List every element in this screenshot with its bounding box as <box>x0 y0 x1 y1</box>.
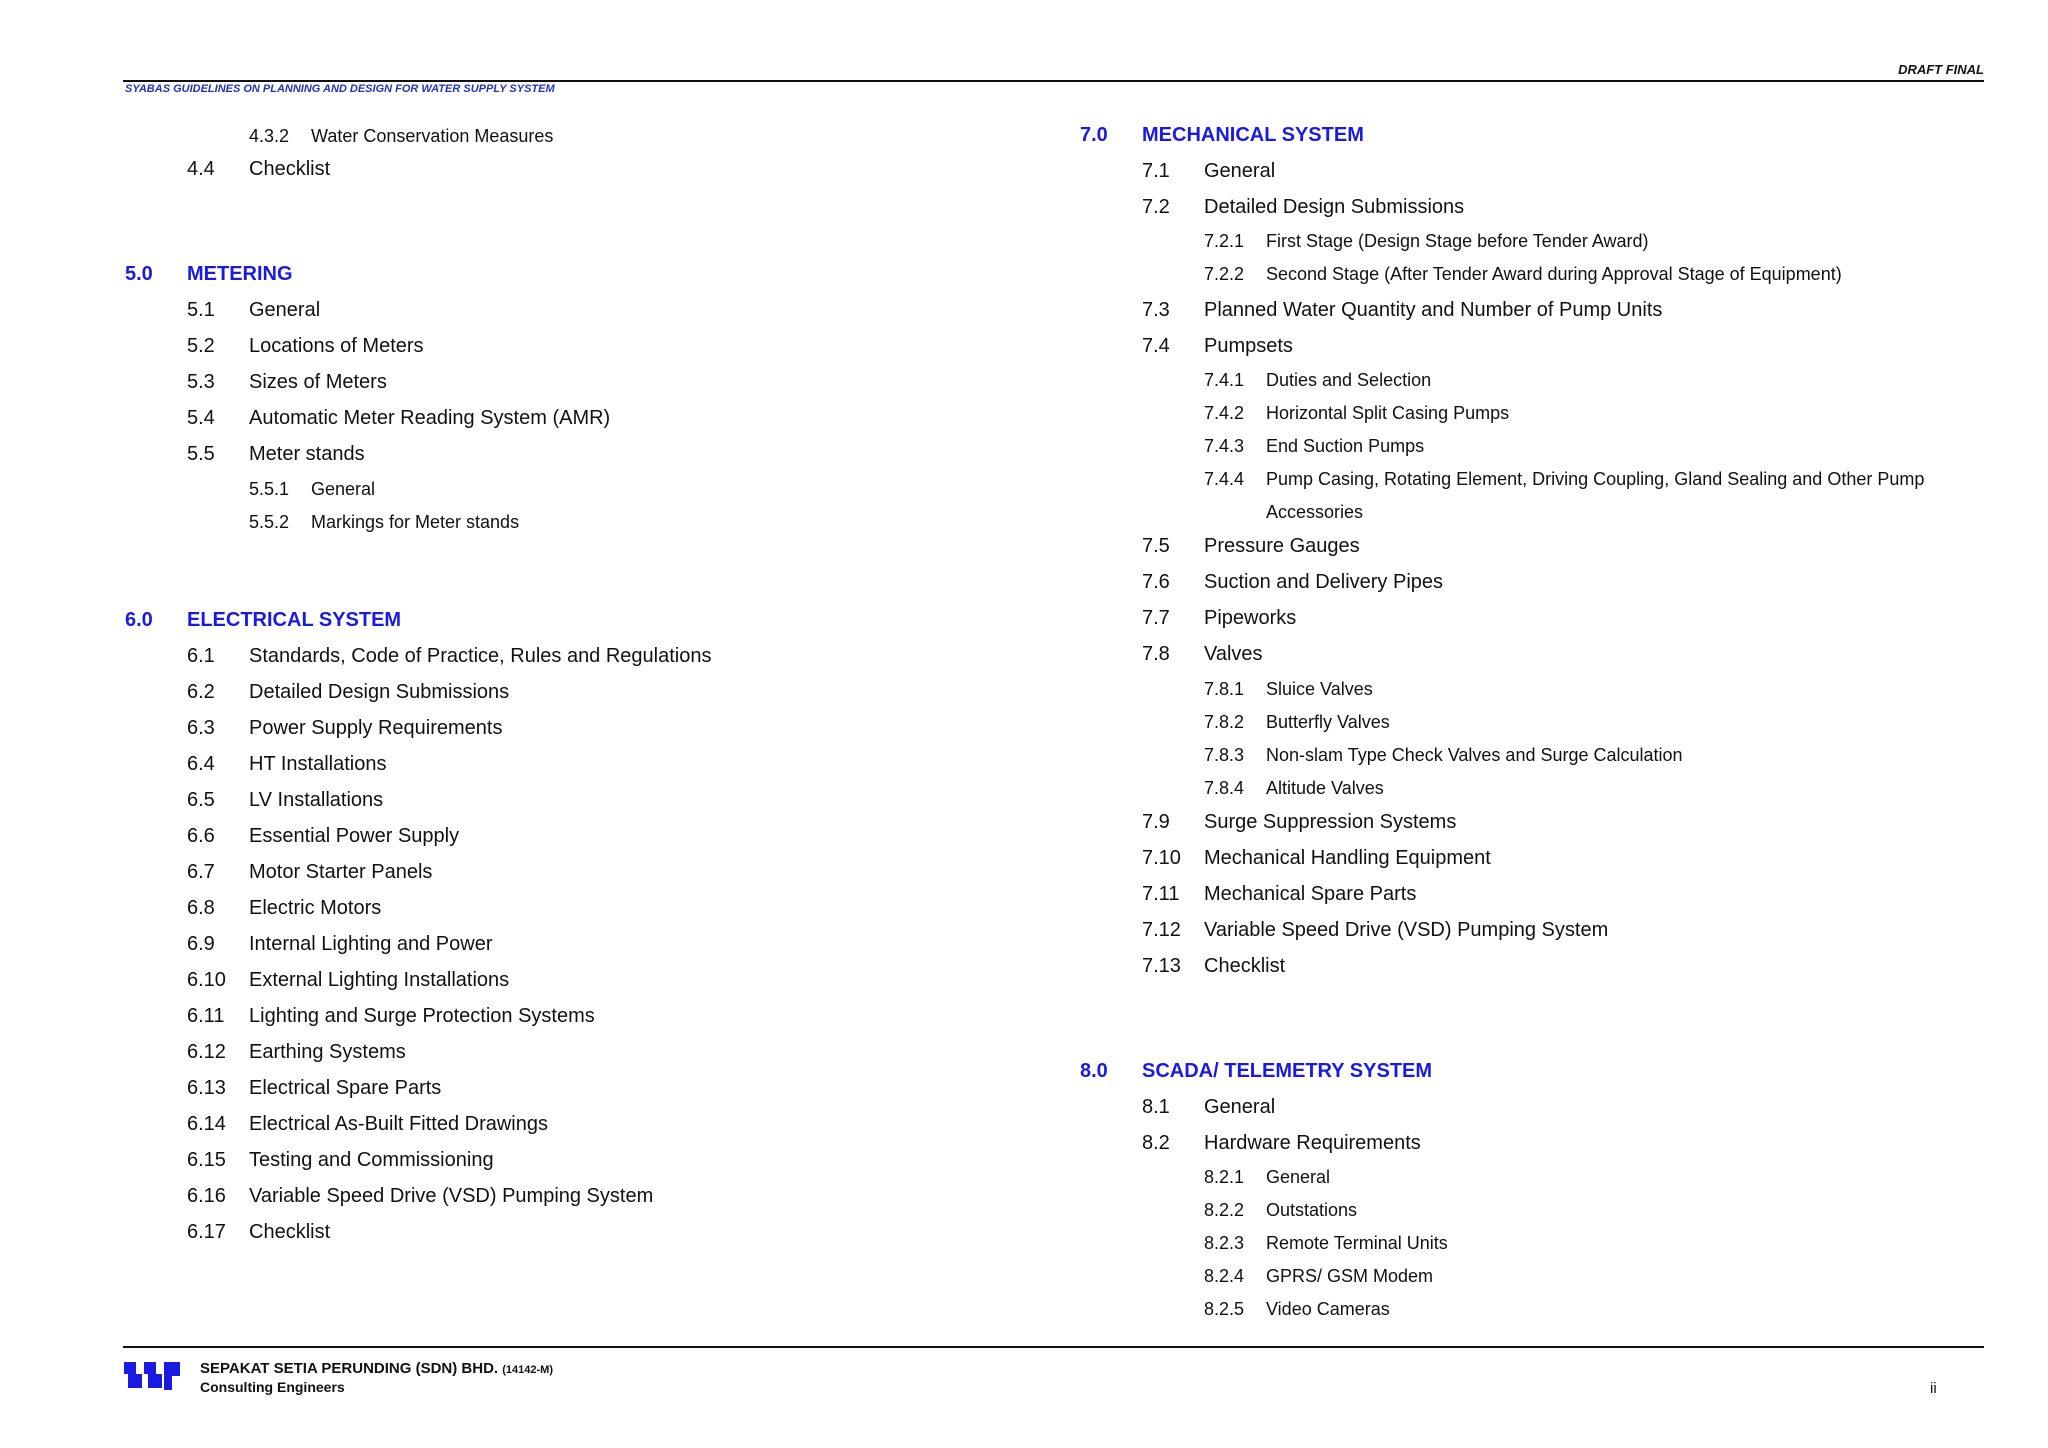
company-subtitle: Consulting Engineers <box>200 1379 345 1395</box>
toc-number: 8.0 <box>1080 1060 1108 1082</box>
toc-number: 8.2.3 <box>1204 1233 1245 1253</box>
toc-number: 6.7 <box>187 861 215 883</box>
toc-title: External Lighting Installations <box>249 969 510 991</box>
company-logo-icon <box>124 1360 182 1392</box>
toc-title: Motor Starter Panels <box>249 861 433 883</box>
toc-number: 8.1 <box>1142 1096 1170 1118</box>
toc-number: 8.2 <box>1142 1132 1170 1154</box>
toc-title: Remote Terminal Units <box>1266 1233 1448 1253</box>
toc-number: 7.1 <box>1142 160 1170 182</box>
company-name <box>200 1360 553 1377</box>
toc-number: 6.1 <box>187 645 215 667</box>
toc-title: Pump Casing, Rotating Element, Driving Coupling, Gland Sealing and Other Pump <box>1266 469 1925 489</box>
toc-number: 4.4 <box>187 158 215 180</box>
toc-number: 7.10 <box>1142 847 1181 869</box>
toc-title: Electrical Spare Parts <box>249 1077 442 1099</box>
toc-title: Variable Speed Drive (VSD) Pumping System <box>249 1185 654 1207</box>
toc-title: Electrical As-Built Fitted Drawings <box>249 1113 548 1135</box>
toc-title: Internal Lighting and Power <box>249 933 493 955</box>
toc-title: Pumpsets <box>1204 335 1293 357</box>
toc-title: Variable Speed Drive (VSD) Pumping System <box>1204 919 1609 941</box>
toc-number: 7.8.2 <box>1204 712 1245 732</box>
toc-number: 7.11 <box>1142 883 1180 905</box>
toc-number: 6.5 <box>187 789 215 811</box>
toc-number: 6.9 <box>187 933 215 955</box>
toc-title: Surge Suppression Systems <box>1204 811 1457 833</box>
toc-title: Mechanical Spare Parts <box>1204 883 1417 905</box>
toc-title: Automatic Meter Reading System (AMR) <box>249 407 611 429</box>
toc-title: Non-slam Type Check Valves and Surge Calculation <box>1266 745 1683 765</box>
toc-title: Meter stands <box>249 443 365 465</box>
toc-number: 6.16 <box>187 1185 226 1207</box>
toc-number: 5.4 <box>187 407 215 429</box>
toc-number: 7.2 <box>1142 196 1170 218</box>
toc-title: Checklist <box>1204 955 1286 977</box>
toc-number: 5.5.2 <box>249 512 290 532</box>
company-name-text: SEPAKAT SETIA PERUNDING (SDN) BHD. <box>200 1360 499 1377</box>
toc-number: 5.0 <box>125 263 153 285</box>
toc-number: 6.14 <box>187 1113 226 1135</box>
toc-title: General <box>1266 1167 1331 1187</box>
toc-title: Butterfly Valves <box>1266 712 1390 732</box>
toc-title: Earthing Systems <box>249 1041 406 1063</box>
toc-number: 6.11 <box>187 1005 225 1027</box>
draft-final-label: DRAFT FINAL <box>1898 62 1984 77</box>
toc-title: General <box>1204 160 1276 182</box>
toc-number: 7.4 <box>1142 335 1170 357</box>
toc-title: Markings for Meter stands <box>311 512 520 532</box>
toc-title: GPRS/ GSM Modem <box>1266 1266 1434 1286</box>
toc-number: 7.12 <box>1142 919 1181 941</box>
toc-number: 6.17 <box>187 1221 226 1243</box>
toc-title: Pipeworks <box>1204 607 1297 629</box>
toc-title: Locations of Meters <box>249 335 424 357</box>
toc-title: End Suction Pumps <box>1266 436 1425 456</box>
toc-number: 8.2.2 <box>1204 1200 1245 1220</box>
toc-title: Sluice Valves <box>1266 679 1373 699</box>
toc-number: 7.8.4 <box>1204 778 1245 798</box>
toc-title: ELECTRICAL SYSTEM <box>187 609 402 631</box>
toc-title: Checklist <box>249 158 331 180</box>
toc-number: 6.13 <box>187 1077 226 1099</box>
toc-title: Standards, Code of Practice, Rules and Regulations <box>249 645 712 667</box>
toc-number: 8.2.5 <box>1204 1299 1245 1319</box>
toc-title: First Stage (Design Stage before Tender Award) <box>1266 231 1649 251</box>
toc-number: 6.2 <box>187 681 215 703</box>
toc-title: Lighting and Surge Protection Systems <box>249 1005 595 1027</box>
toc-title: General <box>311 479 376 499</box>
toc-title: Altitude Valves <box>1266 778 1384 798</box>
toc-title: Checklist <box>249 1221 331 1243</box>
toc-title: General <box>249 299 321 321</box>
toc-number: 7.6 <box>1142 571 1170 593</box>
toc-number: 7.3 <box>1142 299 1170 321</box>
toc-number: 7.0 <box>1080 124 1108 146</box>
toc-number: 4.3.2 <box>249 126 290 146</box>
toc-number: 5.2 <box>187 335 215 357</box>
toc-title: Sizes of Meters <box>249 371 387 393</box>
toc-title: Second Stage (After Tender Award during Approval Stage of Equipment) <box>1266 264 1842 284</box>
toc-number: 7.8 <box>1142 643 1170 665</box>
toc-title: Accessories <box>1266 502 1364 522</box>
toc-number: 6.10 <box>187 969 226 991</box>
toc-number: 6.0 <box>125 609 153 631</box>
toc-number: 6.3 <box>187 717 215 739</box>
toc-number: 8.2.4 <box>1204 1266 1245 1286</box>
toc-title: Electric Motors <box>249 897 382 919</box>
toc-title: General <box>1204 1096 1276 1118</box>
toc-number: 7.2.2 <box>1204 264 1245 284</box>
company-reg-number: (14142-M) <box>502 1364 553 1376</box>
toc-number: 6.8 <box>187 897 215 919</box>
toc-title: Hardware Requirements <box>1204 1132 1421 1154</box>
page-number: ii <box>1930 1380 1937 1397</box>
toc-number: 5.5 <box>187 443 215 465</box>
toc-title: Water Conservation Measures <box>311 126 554 146</box>
header-rule <box>123 80 1984 82</box>
toc-title: METERING <box>187 263 293 285</box>
toc-number: 6.12 <box>187 1041 226 1063</box>
toc-number: 7.2.1 <box>1204 231 1245 251</box>
toc-title: Detailed Design Submissions <box>249 681 510 703</box>
toc-number: 5.5.1 <box>249 479 290 499</box>
toc-number: 5.1 <box>187 299 215 321</box>
toc-number: 7.4.1 <box>1204 370 1245 390</box>
toc-title: Pressure Gauges <box>1204 535 1360 557</box>
toc-title: Testing and Commissioning <box>249 1149 494 1171</box>
toc-title: Suction and Delivery Pipes <box>1204 571 1444 593</box>
toc-number: 7.4.2 <box>1204 403 1245 423</box>
toc-title: Valves <box>1204 643 1263 665</box>
footer-rule <box>123 1346 1984 1348</box>
toc-number: 6.4 <box>187 753 215 775</box>
toc-number: 6.6 <box>187 825 215 847</box>
toc-title: Planned Water Quantity and Number of Pump Units <box>1204 299 1663 321</box>
toc-number: 7.9 <box>1142 811 1170 833</box>
toc-title: MECHANICAL SYSTEM <box>1142 124 1364 146</box>
toc-number: 8.2.1 <box>1204 1167 1245 1187</box>
toc-number: 6.15 <box>187 1149 226 1171</box>
toc-title: Detailed Design Submissions <box>1204 196 1465 218</box>
toc-number: 7.8.1 <box>1204 679 1245 699</box>
document-title-header: SYABAS GUIDELINES ON PLANNING AND DESIGN FOR WATER SUPPLY SYSTEM <box>125 83 555 95</box>
toc-number: 7.4.4 <box>1204 469 1245 489</box>
toc-title: LV Installations <box>249 789 384 811</box>
toc-number: 7.7 <box>1142 607 1170 629</box>
toc-title: Essential Power Supply <box>249 825 460 847</box>
toc-number: 7.8.3 <box>1204 745 1245 765</box>
toc-number: 7.13 <box>1142 955 1181 977</box>
toc-title: Power Supply Requirements <box>249 717 503 739</box>
toc-title: Outstations <box>1266 1200 1358 1220</box>
toc-title: Horizontal Split Casing Pumps <box>1266 403 1510 423</box>
toc-number: 7.5 <box>1142 535 1170 557</box>
toc-title: HT Installations <box>249 753 387 775</box>
toc-title: SCADA/ TELEMETRY SYSTEM <box>1142 1060 1433 1082</box>
toc-title: Video Cameras <box>1266 1299 1390 1319</box>
toc-title: Mechanical Handling Equipment <box>1204 847 1491 869</box>
toc-number: 7.4.3 <box>1204 436 1245 456</box>
toc-number: 5.3 <box>187 371 215 393</box>
toc-title: Duties and Selection <box>1266 370 1432 390</box>
